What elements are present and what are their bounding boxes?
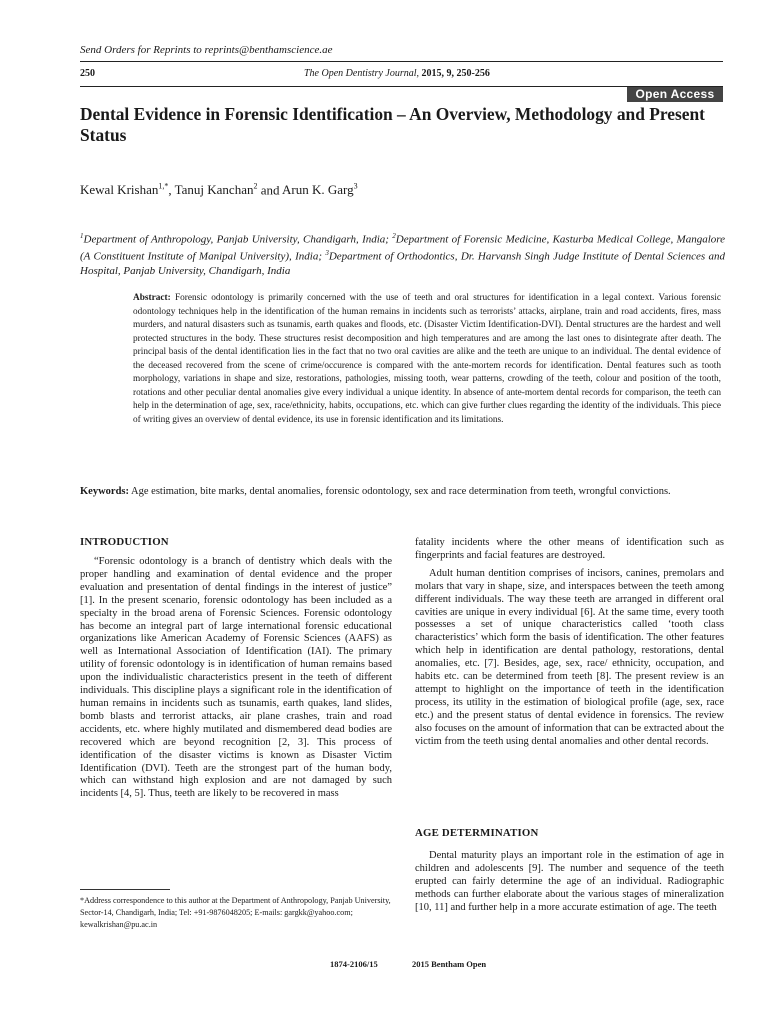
- keywords: [80, 485, 725, 499]
- journal-volume: 2015, 9, 250-256: [421, 68, 490, 79]
- abstract-label: Abstract:: [133, 293, 171, 303]
- journal-name: The Open Dentistry Journal,: [304, 68, 419, 79]
- reprints-notice: Send Orders for Reprints to reprints@benthamscience.ae: [80, 44, 333, 56]
- right-column: [415, 537, 724, 749]
- continuation-paragraph: fatality incidents where the other means of identification such as fingerprints and facial features are destroyed.: [415, 537, 724, 561]
- author-2: Tanuj Kanchan$^2$: [174, 182, 258, 198]
- age-determination-heading: AGE DETERMINATION: [415, 827, 539, 839]
- footer-publisher: 2015 Bentham Open: [412, 959, 487, 969]
- abstract-text: Forensic odontology is primarily concerned with the use of teeth and oral structures for identification in a legal context. Various forensic odontology techniques help in the identification of the human remains in incidents such as terrorists’ attacks, airplane, train and road accidents, fires, mass murders, and natural disasters such as tsunamis, earth quakes and floods, etc. (Disaster Victim Identification-DVI). Dental structures are the hardest and well protected structures in the body. These structures resist decomposition and high temperatures and are among the last ones to disintegrate after death. The principal basis of the dental identification lies in the fact that no two oral cavities are alike and the teeth are unique to an individual. The dental evidence of the deceased recovered from the scene of crime/occurence is compared with the ante-mortem records for identification. Dental features such as tooth morphology, variations in shape and size, restorations, pathologies, missing tooth, wear patterns, crowding of the teeth, colour and position of the tooth, rotations and other peculiar dental anomalies give every individual a unique identity. In absence of ante-mortem dental records for comparison, the teeth can help in the determination of age, sex, race/ethnicity, habits, occupations, etc. which can give further clues regarding the identity of the individuals. This piece of writing gives an overview of dental evidence, its use in forensic identification and its limitations.: [133, 293, 722, 425]
- footnote-rule: [80, 889, 170, 890]
- intro-paragraph: “Forensic odontology is a branch of dentistry which deals with the proper handling and examination of dental evidence and the proper evaluation and presentation of dental findings in the interest of justice” [1]. In the present scenario, forensic odontology has been included as a specialty in the broad arena of Forensic Sciences. Forensic odontology has become an integral part of large international forensic educational organizations like American Academy of Forensic Sciences (AAFS) as well as International Association of Identification (IAI). The primary utility of forensic odontology is in identification of human remains based upon the individualistic characteristics present in the teeth of different individuals. This discipline plays a significant role in the identification of human remains in incidents such as tsunamis, earth quakes, land slides, bomb blasts and terrorist attacks, air plane crashes, train and road accidents, etc. where highly mutilated and dismembered dead bodies are recovered which are beyond recognition [2, 3]. This process of identification of the disaster victims is known as Disaster Victim Identification (DVI). Teeth are the strongest part of the human body, which can withstand high explosion and are not damaged by such incidents [4, 5]. Thus, teeth are likely to be recovered in mass: [80, 556, 392, 800]
- correspondence-footnote: *Address correspondence to this author at the Department of Anthropology, Panjab University, Sector-14, Chandigarh, India; Tel: +91-9876048205; E-mails: gargkk@yahoo.com; kewalkrishan@pu.ac.in: [80, 896, 391, 929]
- age-section: [415, 850, 724, 915]
- article-title: Dental Evidence in Forensic Identification – An Overview, Methodology and Present Status: [80, 104, 705, 145]
- keywords-label: Keywords:: [80, 486, 129, 497]
- keywords-text: Age estimation, bite marks, dental anomalies, forensic odontology, sex and race determination from teeth, wrongful convictions.: [131, 486, 671, 497]
- author-list: Kewal Krishan$^{1,*}$, Tanuj Kanchan$^2$ and Arun K. Garg$^3$: [80, 182, 358, 198]
- journal-citation: [304, 68, 490, 79]
- author-1: Kewal Krishan$^{1,*}$: [80, 182, 169, 198]
- left-column: [80, 556, 392, 801]
- introduction-heading: INTRODUCTION: [80, 536, 169, 548]
- abstract: [133, 292, 721, 427]
- open-access-badge: Open Access: [627, 87, 723, 102]
- dentition-paragraph: Adult human dentition comprises of incisors, canines, premolars and molars that vary in shape, size, and interspaces between the teeth among different individuals. The way these teeth are arranged in different oral cavities are unique in every individual [6]. At the same time, every tooth possesses a set of unique characteristics called ‘tooth class characteristics’ which form the basis of identification. The other features which help in identification are dental pathology, restorations, dental anomalies, etc. [7]. Besides, age, sex, race/ ethnicity, occupation, and habits etc. can be determined from teeth [8]. The present review is an attempt to highlight on the importance of teeth in the identification process, its utility in the estimation of biological profile (age, sex, race etc.) and the present status of dental evidence in forensics. The review also focuses on the amount of information that can be extracted about the victim from the teeth using dental anomalies and other dental records.: [415, 567, 724, 747]
- page-number: 250: [80, 68, 95, 79]
- header-rule: [80, 61, 723, 62]
- affiliations: $^1$Department of Anthropology, Panjab University, Chandigarh, India; $^2$Department of Forensic Medicine, Kasturba Medical College, Mangalore (A Constituent Institute of Manipal University), India; $^3$Department of Orthodontics, Dr. Harvansh Singh Judge Institute of Dental Sciences and Hospital, Panjab University, Chandigarh, India: [80, 232, 726, 277]
- author-3: Arun K. Garg$^3$: [282, 182, 358, 198]
- footer-issn: 1874-2106/15: [330, 959, 378, 969]
- age-paragraph: Dental maturity plays an important role in the estimation of age in children and adolescents [9]. The number and sequence of the teeth erupted can fairly determine the age of an individual. Radiographic methods can further elaborate about the various stages of mineralization [10, 11] and further help in a more accurate estimation of age. The teeth: [415, 850, 724, 913]
